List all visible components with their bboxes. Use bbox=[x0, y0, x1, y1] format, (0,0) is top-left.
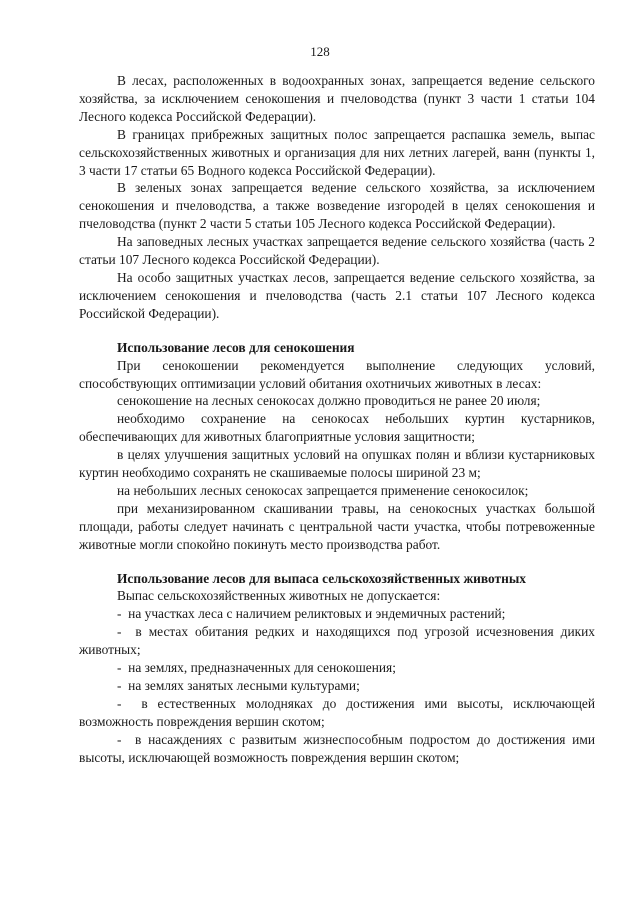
page-content bbox=[79, 72, 595, 767]
list-item: при механизированном скашивании травы, на сенокосных участках большой площади, работы следует начинать с центральной части участка, чтобы потревоженные животные могли спокойно покинуть место производства работ. bbox=[79, 500, 595, 552]
page-number: 128 bbox=[310, 44, 330, 59]
list-dash: - bbox=[117, 695, 122, 711]
list-item: на небольших лесных сенокосах запрещается применение сенокосилок; bbox=[117, 482, 529, 498]
paragraph: На заповедных лесных участках запрещается ведение сельского хозяйства (часть 2 статьи 107 Лесного кодекса Российской Федерации). bbox=[79, 234, 595, 268]
paragraph: На особо защитных участках лесов, запрещается ведение сельского хозяйства, за исключением сенокошения и пчеловодства (часть 2.1 статьи 107 Лесного кодекса Российской Федерации). bbox=[79, 269, 595, 321]
list-item-text: на землях занятых лесными культурами; bbox=[128, 678, 360, 693]
list-item-text: в местах обитания редких и находящихся под угрозой исчезновения диких животных; bbox=[79, 624, 595, 658]
paragraph: В зеленых зонах запрещается ведение сельского хозяйства, за исключением сенокошения и пчеловодства, а также возведение изгородей в целях сенокошения и пчеловодства (пункт 2 части 5 статьи 105 Лесного кодекса Российской Федерации). bbox=[79, 180, 595, 232]
list-item bbox=[79, 695, 595, 731]
list-item bbox=[79, 659, 595, 677]
paragraph: В границах прибрежных защитных полос запрещается распашка земель, выпас сельскохозяйственных животных и организация для них летних лагерей, ванн (пункты 1, 3 части 17 статьи 65 Водного кодекса Российской Федерации). bbox=[79, 126, 595, 178]
section-intro: Выпас сельскохозяйственных животных не допускается: bbox=[117, 588, 441, 604]
list-dash: - bbox=[117, 624, 122, 640]
list-item-text: на землях, предназначенных для сенокошения; bbox=[128, 660, 396, 676]
list-item bbox=[79, 623, 595, 659]
list-item-text: на участках леса с наличием реликтовых и эндемичных растений; bbox=[128, 606, 506, 622]
list-dash: - bbox=[117, 660, 122, 676]
list-item: необходимо сохранение на сенокосах небольших куртин кустарников, обеспечивающих для животных благоприятные условия защитности; bbox=[79, 411, 595, 445]
paragraph: В лесах, расположенных в водоохранных зонах, запрещается ведение сельского хозяйства, за исключением сенокошения и пчеловодства (пункт 3 части 1 статьи 104 Лесного кодекса Российской Федерации). bbox=[79, 73, 595, 124]
list-dash: - bbox=[117, 731, 122, 747]
list-item: в целях улучшения защитных условий на опушках полян и вблизи кустарниковых куртин необходимо сохранять не скашиваемые полосы шириной 23 м; bbox=[79, 447, 595, 481]
section-heading-grazing: Использование лесов для выпаса сельскохозяйственных животных bbox=[117, 570, 526, 586]
list-dash: - bbox=[117, 606, 122, 622]
section-gap bbox=[79, 323, 595, 339]
list-item-text: в насаждениях с развитым жизнеспособным подростом до достижения ими высоты, исключающей возможность повреждения вершин скотом; bbox=[79, 731, 595, 765]
section-intro: При сенокошении рекомендуется выполнение следующих условий, способствующих оптимизации условий обитания охотничьих животных в лесах: bbox=[79, 357, 595, 391]
list-item-text: в естественных молодняках до достижения ими высоты, исключающей возможность повреждения вершин скотом; bbox=[79, 695, 595, 729]
list-item bbox=[79, 731, 595, 767]
list-item bbox=[79, 677, 595, 695]
list-dash: - bbox=[117, 678, 122, 693]
section-heading-haymaking: Использование лесов для сенокошения bbox=[117, 339, 355, 355]
list-item: сенокошение на лесных сенокосах должно проводиться не ранее 20 июля; bbox=[117, 393, 541, 409]
section-gap bbox=[79, 554, 595, 570]
list-item bbox=[79, 605, 595, 623]
